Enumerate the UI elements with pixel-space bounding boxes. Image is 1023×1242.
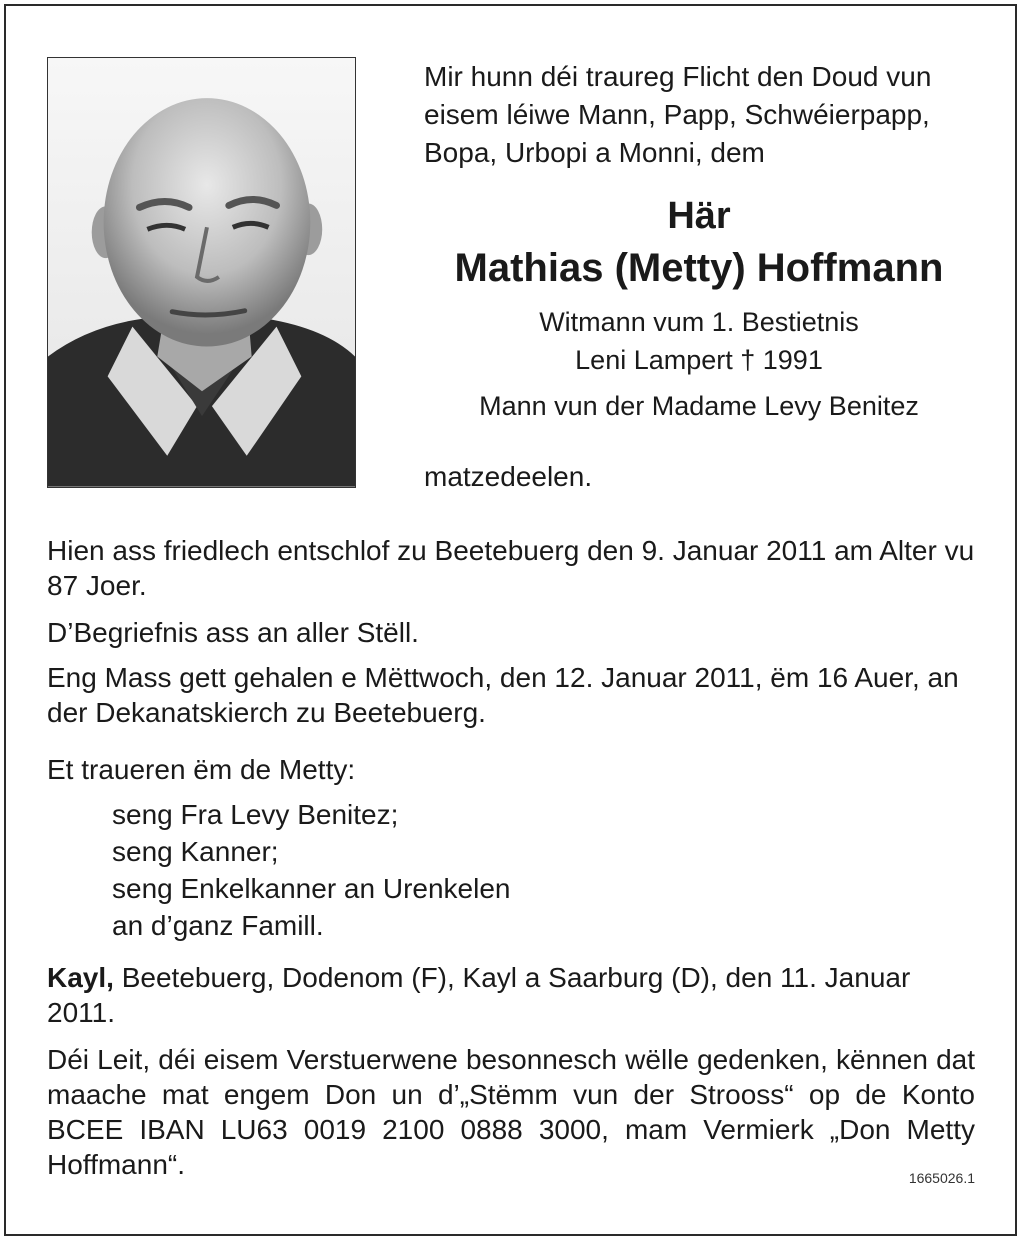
deceased-name: Mathias (Metty) Hoffmann	[454, 246, 944, 290]
intro-line: eisem léiwe Mann, Papp, Schwéierpapp,	[424, 99, 930, 130]
honorific: Här	[667, 195, 731, 237]
mass-paragraph: Eng Mass gett gehalen e Mëttwoch, den 12. Januar 2011, ëm 16 Auer, an der Dekanatskierch zu Beetebuerg.	[47, 662, 959, 728]
mourners-intro: Et traueren ëm de Metty:	[47, 754, 356, 785]
death-paragraph: Hien ass friedlech entschlof zu Beetebuerg den 9. Januar 2011 am Alter vu 87 Joer.	[47, 535, 975, 601]
intro-line: Mir hunn déi traureg Flicht den Doud vun	[424, 61, 932, 92]
place-date-paragraph	[47, 960, 975, 1030]
subtitle-line: Mann vun der Madame Levy Benitez	[479, 391, 919, 421]
reference-number: 1665026.1	[908, 1170, 975, 1186]
mourner-item: seng Fra Levy Benitez;	[112, 799, 399, 830]
place-date-rest: Beetebuerg, Dodenom (F), Kayl a Saarburg (D), den 11. Januar 2011.	[47, 962, 911, 1028]
mourner-item: seng Kanner;	[112, 836, 279, 867]
intro-text	[424, 58, 984, 172]
portrait-photo	[47, 57, 356, 488]
donation-paragraph: Déi Leit, déi eisem Verstuerwene besonnesch wëlle gedenken, kënnen dat maache mat engem Don un d’„Stëmm vun der Strooss“ op de Konto BCEE IBAN LU63 0019 2100 0888 3000, mam Vermierk „Don Metty Hoffmann“.	[47, 1044, 975, 1180]
intro-line: Bopa, Urbopi a Monni, dem	[424, 137, 765, 168]
closing-word: matzedeelen.	[424, 461, 593, 492]
mourner-item: an d’ganz Famill.	[112, 910, 324, 941]
mourners-list	[112, 796, 510, 944]
burial-paragraph: D’Begriefnis ass an aller Stëll.	[47, 617, 419, 648]
subtitle-line: Leni Lampert † 1991	[575, 345, 823, 375]
mourner-item: seng Enkelkanner an Urenkelen	[112, 873, 511, 904]
subtitle-line: Witmann vum 1. Bestietnis	[539, 307, 859, 337]
place-name: Kayl,	[47, 962, 114, 993]
